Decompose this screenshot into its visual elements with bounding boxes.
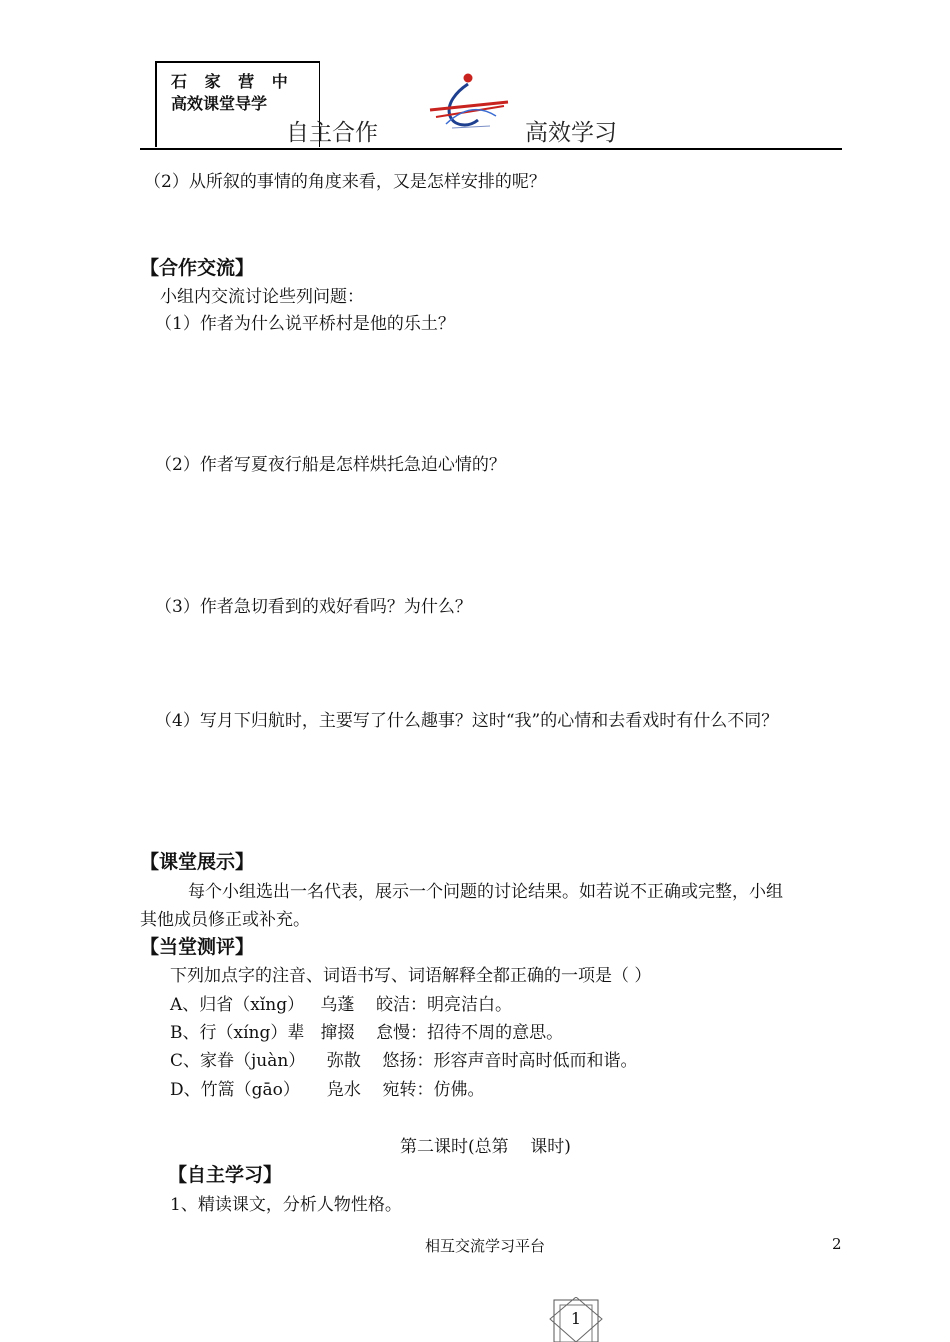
- test-option-a: A、归省（xǐng） 乌蓬 皎洁：明亮洁白。: [170, 995, 512, 1015]
- cooperation-question-1: （1）作者为什么说平桥村是他的乐土？: [155, 314, 455, 334]
- cooperation-question-2: （2）作者写夏夜行船是怎样烘托急迫心情的？: [155, 455, 506, 475]
- header-divider: [140, 148, 842, 150]
- self-study-item-1: 1、精读课文，分析人物性格。: [170, 1195, 402, 1215]
- footer-platform-text: 相互交流学习平台: [425, 1237, 546, 1255]
- test-option-d: D、竹篙（gāo） 凫水 宛转：仿佛。: [170, 1080, 485, 1100]
- page-number-badge: [548, 1297, 604, 1342]
- school-name-line1: 石 家 营 中: [171, 72, 294, 91]
- section-title-test: 【当堂测评】: [140, 936, 255, 958]
- slogan-right: 高效学习: [525, 120, 617, 146]
- class-display-line-1: 每个小组选出一名代表，展示一个问题的讨论结果。如若说不正确或完整，小组: [188, 882, 783, 902]
- slogan-left: 自主合作: [286, 120, 378, 146]
- school-name-line2: 高效课堂导学: [171, 94, 268, 113]
- footer-page-number: 2: [832, 1235, 842, 1253]
- cooperation-intro: 小组内交流讨论些列问题：: [160, 287, 364, 307]
- cooperation-question-4: （4）写月下归航时，主要写了什么趣事？这时“我”的心情和去看戏时有什么不同？: [155, 711, 779, 731]
- page-number-center: 1: [570, 1309, 582, 1328]
- section-title-self-study: 【自主学习】: [168, 1164, 283, 1186]
- class-display-line-2: 其他成员修正或补充。: [140, 910, 310, 930]
- intro-question-2: （2）从所叙的事情的角度来看，又是怎样安排的呢？: [144, 172, 546, 192]
- section-title-class-display: 【课堂展示】: [140, 851, 255, 873]
- cooperation-question-3: （3）作者急切看到的戏好看吗？为什么？: [155, 597, 472, 617]
- test-question: 下列加点字的注音、词语书写、词语解释全都正确的一项是（ ）: [170, 966, 652, 986]
- test-option-b: B、行（xíng）辈 撺掇 怠慢：招待不周的意思。: [170, 1023, 564, 1043]
- section-title-cooperation: 【合作交流】: [140, 257, 255, 279]
- school-emblem-icon: [416, 70, 516, 138]
- lesson-2-title: 第二课时(总第 课时): [400, 1137, 571, 1157]
- test-option-c: C、家眷（juàn） 弥散 悠扬：形容声音时高时低而和谐。: [170, 1051, 638, 1071]
